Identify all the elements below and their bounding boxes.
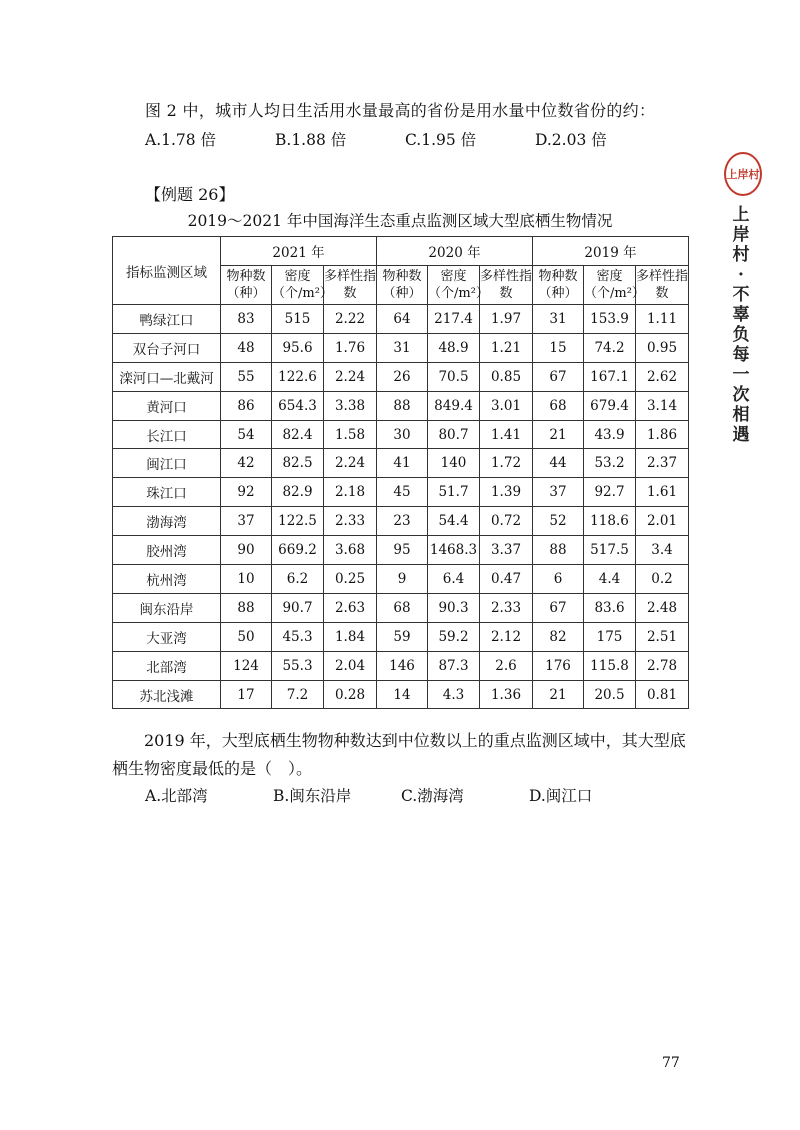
value-cell: 70.5 bbox=[428, 362, 480, 391]
value-cell: 45.3 bbox=[272, 622, 324, 651]
value-cell: 2.12 bbox=[480, 622, 533, 651]
value-cell: 7.2 bbox=[272, 680, 324, 709]
value-cell: 176 bbox=[533, 651, 584, 680]
value-cell: 95 bbox=[377, 536, 428, 565]
table-row bbox=[113, 391, 689, 420]
value-cell: 3.68 bbox=[324, 536, 377, 565]
example-label: 【例题 26】 bbox=[145, 185, 235, 204]
value-cell: 140 bbox=[428, 449, 480, 478]
value-cell: 90 bbox=[221, 536, 272, 565]
table-row bbox=[113, 478, 689, 507]
value-cell: 6 bbox=[533, 565, 584, 594]
value-cell: 2.48 bbox=[636, 593, 689, 622]
year-header-2020: 2020 年 bbox=[377, 237, 533, 266]
value-cell: 59 bbox=[377, 622, 428, 651]
value-cell: 0.72 bbox=[480, 507, 533, 536]
value-cell: 4.4 bbox=[584, 565, 636, 594]
value-cell: 124 bbox=[221, 651, 272, 680]
value-cell: 167.1 bbox=[584, 362, 636, 391]
table-row bbox=[113, 333, 689, 362]
region-cell: 闽东沿岸 bbox=[113, 593, 221, 622]
year-header-2021: 2021 年 bbox=[221, 237, 377, 266]
value-cell: 95.6 bbox=[272, 333, 324, 362]
value-cell: 64 bbox=[377, 305, 428, 334]
region-cell: 渤海湾 bbox=[113, 507, 221, 536]
value-cell: 2.18 bbox=[324, 478, 377, 507]
value-cell: 68 bbox=[533, 391, 584, 420]
data-table bbox=[112, 236, 689, 709]
value-cell: 68 bbox=[377, 593, 428, 622]
value-cell: 37 bbox=[221, 507, 272, 536]
option-b: B.1.88 倍 bbox=[275, 131, 347, 149]
value-cell: 0.25 bbox=[324, 565, 377, 594]
page-number: 77 bbox=[662, 1055, 680, 1071]
metric-header: 物种数（种） bbox=[377, 266, 428, 305]
value-cell: 3.14 bbox=[636, 391, 689, 420]
metric-header: 物种数（种） bbox=[533, 266, 584, 305]
value-cell: 26 bbox=[377, 362, 428, 391]
value-cell: 87.3 bbox=[428, 651, 480, 680]
value-cell: 1.21 bbox=[480, 333, 533, 362]
option-d: D.2.03 倍 bbox=[535, 131, 607, 149]
value-cell: 55 bbox=[221, 362, 272, 391]
value-cell: 1.36 bbox=[480, 680, 533, 709]
value-cell: 82.4 bbox=[272, 420, 324, 449]
value-cell: 82.9 bbox=[272, 478, 324, 507]
table-row bbox=[113, 565, 689, 594]
value-cell: 669.2 bbox=[272, 536, 324, 565]
value-cell: 1.41 bbox=[480, 420, 533, 449]
value-cell: 31 bbox=[377, 333, 428, 362]
value-cell: 86 bbox=[221, 391, 272, 420]
value-cell: 67 bbox=[533, 593, 584, 622]
metric-header: 多样性指数 bbox=[324, 266, 377, 305]
value-cell: 83 bbox=[221, 305, 272, 334]
value-cell: 1.61 bbox=[636, 478, 689, 507]
value-cell: 48.9 bbox=[428, 333, 480, 362]
value-cell: 2.22 bbox=[324, 305, 377, 334]
option-a: A.1.78 倍 bbox=[145, 131, 217, 149]
value-cell: 1.86 bbox=[636, 420, 689, 449]
metric-header: 密度（个/m²） bbox=[272, 266, 324, 305]
value-cell: 54.4 bbox=[428, 507, 480, 536]
table-row bbox=[113, 305, 689, 334]
value-cell: 0.47 bbox=[480, 565, 533, 594]
value-cell: 0.95 bbox=[636, 333, 689, 362]
value-cell: 31 bbox=[533, 305, 584, 334]
value-cell: 23 bbox=[377, 507, 428, 536]
value-cell: 43.9 bbox=[584, 420, 636, 449]
region-cell: 滦河口—北戴河 bbox=[113, 362, 221, 391]
value-cell: 0.28 bbox=[324, 680, 377, 709]
region-cell: 杭州湾 bbox=[113, 565, 221, 594]
value-cell: 30 bbox=[377, 420, 428, 449]
value-cell: 3.01 bbox=[480, 391, 533, 420]
table-row bbox=[113, 449, 689, 478]
option-c: C.渤海湾 bbox=[401, 787, 464, 805]
value-cell: 80.7 bbox=[428, 420, 480, 449]
value-cell: 2.6 bbox=[480, 651, 533, 680]
value-cell: 0.81 bbox=[636, 680, 689, 709]
value-cell: 9 bbox=[377, 565, 428, 594]
value-cell: 15 bbox=[533, 333, 584, 362]
value-cell: 1.84 bbox=[324, 622, 377, 651]
value-cell: 67 bbox=[533, 362, 584, 391]
region-cell: 双台子河口 bbox=[113, 333, 221, 362]
value-cell: 14 bbox=[377, 680, 428, 709]
value-cell: 2.24 bbox=[324, 362, 377, 391]
table-row bbox=[113, 362, 689, 391]
value-cell: 6.4 bbox=[428, 565, 480, 594]
value-cell: 1.97 bbox=[480, 305, 533, 334]
option-b: B.闽东沿岸 bbox=[273, 787, 352, 805]
value-cell: 1.11 bbox=[636, 305, 689, 334]
value-cell: 3.37 bbox=[480, 536, 533, 565]
value-cell: 654.3 bbox=[272, 391, 324, 420]
region-cell: 大亚湾 bbox=[113, 622, 221, 651]
value-cell: 515 bbox=[272, 305, 324, 334]
value-cell: 50 bbox=[221, 622, 272, 651]
value-cell: 6.2 bbox=[272, 565, 324, 594]
value-cell: 82.5 bbox=[272, 449, 324, 478]
side-slogan: 上岸村·不辜负每一次相遇 bbox=[732, 205, 750, 445]
value-cell: 17 bbox=[221, 680, 272, 709]
question-2-options bbox=[145, 784, 665, 806]
value-cell: 20.5 bbox=[584, 680, 636, 709]
value-cell: 2.24 bbox=[324, 449, 377, 478]
brand-logo: 上岸村 bbox=[724, 152, 762, 196]
table-row bbox=[113, 593, 689, 622]
value-cell: 44 bbox=[533, 449, 584, 478]
value-cell: 0.2 bbox=[636, 565, 689, 594]
value-cell: 679.4 bbox=[584, 391, 636, 420]
value-cell: 1.39 bbox=[480, 478, 533, 507]
value-cell: 37 bbox=[533, 478, 584, 507]
region-header: 指标监测区域 bbox=[113, 237, 221, 305]
value-cell: 10 bbox=[221, 565, 272, 594]
value-cell: 3.4 bbox=[636, 536, 689, 565]
value-cell: 41 bbox=[377, 449, 428, 478]
table-row bbox=[113, 680, 689, 709]
value-cell: 83.6 bbox=[584, 593, 636, 622]
value-cell: 4.3 bbox=[428, 680, 480, 709]
value-cell: 90.3 bbox=[428, 593, 480, 622]
value-cell: 849.4 bbox=[428, 391, 480, 420]
table-row bbox=[113, 420, 689, 449]
value-cell: 1.76 bbox=[324, 333, 377, 362]
region-cell: 长江口 bbox=[113, 420, 221, 449]
value-cell: 0.85 bbox=[480, 362, 533, 391]
question-2-text: 2019 年，大型底栖生物物种数达到中位数以上的重点监测区域中，其大型底栖生物密度最低的是（ ）。 bbox=[112, 731, 686, 778]
region-cell: 珠江口 bbox=[113, 478, 221, 507]
value-cell: 115.8 bbox=[584, 651, 636, 680]
year-header-2019: 2019 年 bbox=[533, 237, 689, 266]
question-1-text: 图 2 中，城市人均日生活用水量最高的省份是用水量中位数省份的约： bbox=[145, 101, 656, 120]
value-cell: 122.6 bbox=[272, 362, 324, 391]
value-cell: 45 bbox=[377, 478, 428, 507]
value-cell: 21 bbox=[533, 680, 584, 709]
region-cell: 黄河口 bbox=[113, 391, 221, 420]
value-cell: 74.2 bbox=[584, 333, 636, 362]
region-cell: 闽江口 bbox=[113, 449, 221, 478]
region-cell: 苏北浅滩 bbox=[113, 680, 221, 709]
value-cell: 54 bbox=[221, 420, 272, 449]
region-cell: 胶州湾 bbox=[113, 536, 221, 565]
value-cell: 88 bbox=[533, 536, 584, 565]
option-a: A.北部湾 bbox=[145, 787, 208, 805]
value-cell: 82 bbox=[533, 622, 584, 651]
value-cell: 92.7 bbox=[584, 478, 636, 507]
value-cell: 3.38 bbox=[324, 391, 377, 420]
value-cell: 21 bbox=[533, 420, 584, 449]
metric-header: 多样性指数 bbox=[480, 266, 533, 305]
value-cell: 2.04 bbox=[324, 651, 377, 680]
table-caption: 2019～2021 年中国海洋生态重点监测区域大型底栖生物情况 bbox=[187, 212, 613, 230]
value-cell: 2.33 bbox=[324, 507, 377, 536]
value-cell: 90.7 bbox=[272, 593, 324, 622]
value-cell: 153.9 bbox=[584, 305, 636, 334]
value-cell: 2.51 bbox=[636, 622, 689, 651]
value-cell: 1.58 bbox=[324, 420, 377, 449]
option-c: C.1.95 倍 bbox=[405, 131, 477, 149]
question-1-options bbox=[145, 128, 665, 150]
value-cell: 2.63 bbox=[324, 593, 377, 622]
value-cell: 175 bbox=[584, 622, 636, 651]
region-cell: 北部湾 bbox=[113, 651, 221, 680]
value-cell: 48 bbox=[221, 333, 272, 362]
option-d: D.闽江口 bbox=[529, 787, 593, 805]
value-cell: 146 bbox=[377, 651, 428, 680]
value-cell: 122.5 bbox=[272, 507, 324, 536]
value-cell: 55.3 bbox=[272, 651, 324, 680]
table-row bbox=[113, 536, 689, 565]
value-cell: 2.33 bbox=[480, 593, 533, 622]
value-cell: 88 bbox=[377, 391, 428, 420]
value-cell: 517.5 bbox=[584, 536, 636, 565]
table-row bbox=[113, 622, 689, 651]
value-cell: 92 bbox=[221, 478, 272, 507]
value-cell: 53.2 bbox=[584, 449, 636, 478]
value-cell: 88 bbox=[221, 593, 272, 622]
value-cell: 52 bbox=[533, 507, 584, 536]
metric-header: 物种数（种） bbox=[221, 266, 272, 305]
metric-header: 密度（个/m²） bbox=[584, 266, 636, 305]
value-cell: 118.6 bbox=[584, 507, 636, 536]
metric-header: 多样性指数 bbox=[636, 266, 689, 305]
value-cell: 2.62 bbox=[636, 362, 689, 391]
value-cell: 59.2 bbox=[428, 622, 480, 651]
value-cell: 51.7 bbox=[428, 478, 480, 507]
value-cell: 217.4 bbox=[428, 305, 480, 334]
table-row bbox=[113, 651, 689, 680]
value-cell: 2.78 bbox=[636, 651, 689, 680]
metric-header: 密度（个/m²） bbox=[428, 266, 480, 305]
value-cell: 1468.3 bbox=[428, 536, 480, 565]
region-cell: 鸭绿江口 bbox=[113, 305, 221, 334]
value-cell: 42 bbox=[221, 449, 272, 478]
value-cell: 1.72 bbox=[480, 449, 533, 478]
value-cell: 2.37 bbox=[636, 449, 689, 478]
table-row bbox=[113, 507, 689, 536]
value-cell: 2.01 bbox=[636, 507, 689, 536]
